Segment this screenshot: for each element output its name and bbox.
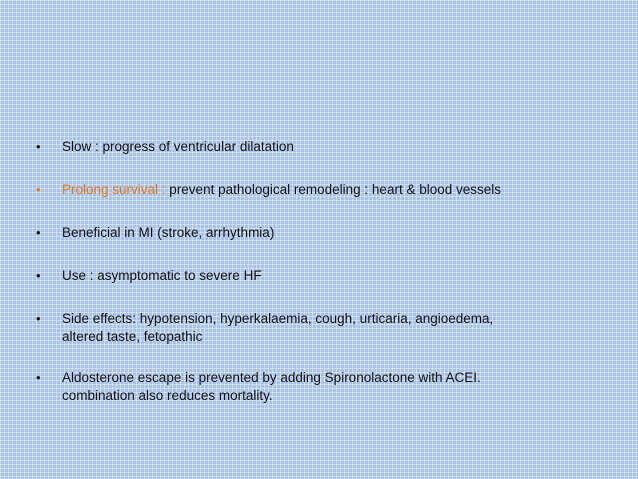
bullet-item-beneficial-mi xyxy=(36,224,616,242)
bullet-item-slow-progress xyxy=(36,138,616,156)
bullet-marker: • xyxy=(36,225,41,240)
bullet-text-line-2: combination also reduces mortality. xyxy=(62,388,273,403)
bullet-list xyxy=(36,138,616,430)
bullet-marker: • xyxy=(36,370,41,385)
bullet-marker: • xyxy=(36,311,41,326)
bullet-text-line-1: Side effects: hypotension, hyperkalaemia, cough, urticaria, angioedema, xyxy=(62,311,494,326)
bullet-item-prolong-survival xyxy=(36,181,616,199)
bullet-item-use xyxy=(36,267,616,285)
bullet-marker: • xyxy=(36,139,41,154)
bullet-marker: • xyxy=(36,268,41,283)
bullet-text-line-1: Aldosterone escape is prevented by adding Spironolactone with ACEI. xyxy=(62,370,481,385)
bullet-text: Beneficial in MI (stroke, arrhythmia) xyxy=(62,225,275,240)
bullet-text xyxy=(62,181,616,199)
bullet-marker: • xyxy=(36,182,41,197)
bullet-text: Slow : progress of ventricular dilatation xyxy=(62,139,294,154)
bullet-text-line-2: altered taste, fetopathic xyxy=(62,329,203,344)
bullet-text: Use : asymptomatic to severe HF xyxy=(62,268,262,283)
bullet-text-rest: prevent pathological remodeling : heart & blood vessels xyxy=(169,182,501,197)
bullet-item-side-effects xyxy=(36,310,616,346)
highlight-text: Prolong survival : xyxy=(62,182,170,197)
bullet-item-aldosterone-escape xyxy=(36,369,616,405)
